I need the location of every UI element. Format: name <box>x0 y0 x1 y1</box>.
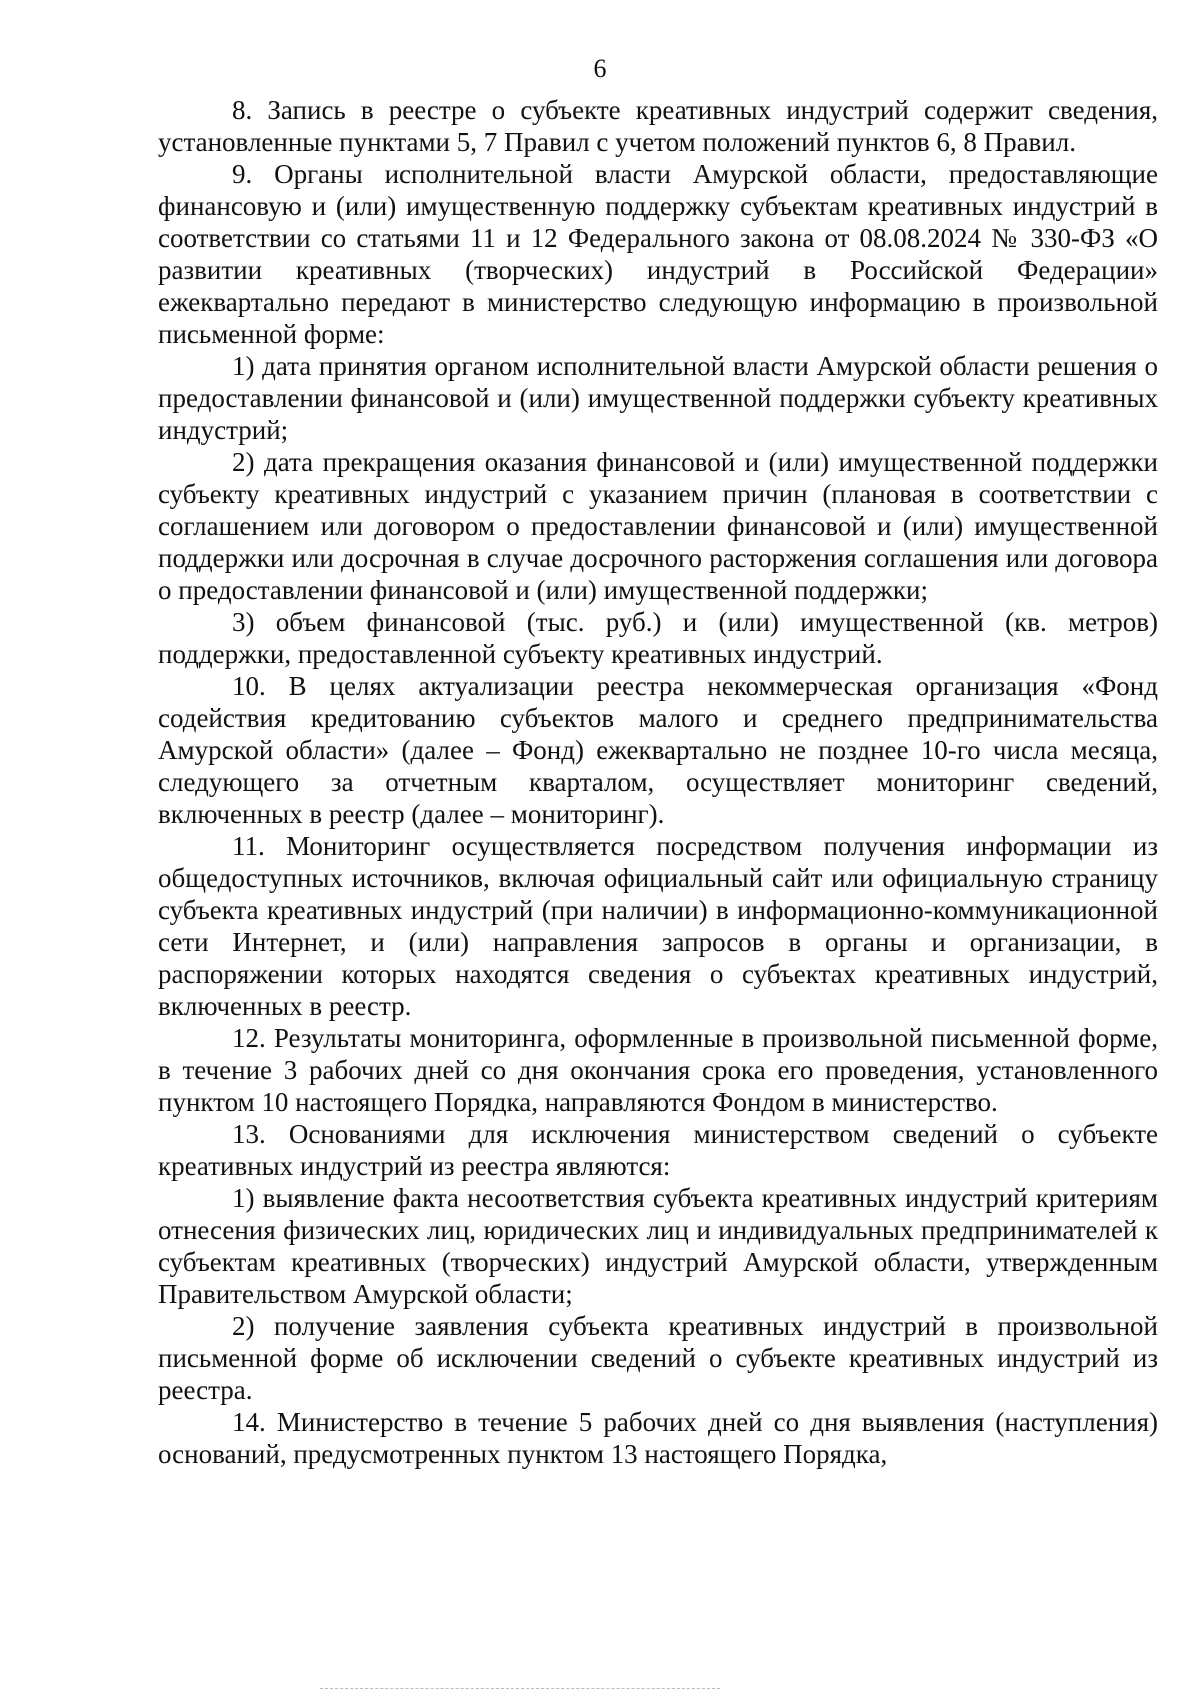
paragraph-9: 9. Органы исполнительной власти Амурской области, предоставляющие финансовую и (или) имущественную поддержку субъектам креативных индустрий в соответствии со статьями 11 и 12 Федерального закона от 08.08.2024 № 330-ФЗ «О развитии креативных (творческих) индустрий в Российской Федерации» ежеквартально передают в министерство следующую информацию в произвольной письменной форме: <box>158 159 1158 349</box>
paragraph-9-item-2: 2) дата прекращения оказания финансовой и (или) имущественной поддержки субъекту креативных индустрий с указанием причин (плановая в соответствии с соглашением или договором о предоставлении финансовой и (или) имущественной поддержки или досрочная в случае досрочного расторжения соглашения или договора о предоставлении финансовой и (или) имущественной поддержки; <box>158 447 1158 605</box>
paragraph-11: 11. Мониторинг осуществляется посредством получения информации из общедоступных источников, включая официальный сайт или официальную страницу субъекта креативных индустрий (при наличии) в информационно-коммуникационной сети Интернет, и (или) направления запросов в органы и организации, в распоряжении которых находятся сведения о субъектах креативных индустрий, включенных в реестр. <box>158 831 1158 1021</box>
paragraph-8: 8. Запись в реестре о субъекте креативных индустрий содержит сведения, установленные пунктами 5, 7 Правил с учетом положений пунктов 6, 8 Правил. <box>158 95 1158 157</box>
paragraph-12: 12. Результаты мониторинга, оформленные в произвольной письменной форме, в течение 3 рабочих дней со дня окончания срока его проведения, установленного пунктом 10 настоящего Порядка, направляются Фондом в министерство. <box>158 1023 1158 1117</box>
paragraph-10: 10. В целях актуализации реестра некоммерческая организация «Фонд содействия кредитованию субъектов малого и среднего предпринимательства Амурской области» (далее – Фонд) ежеквартально не позднее 10-го числа месяца, следующего за отчетным кварталом, осуществляет мониторинг сведений, включенных в реестр (далее – мониторинг). <box>158 671 1158 829</box>
scan-edge-mark <box>320 1688 720 1691</box>
paragraph-9-item-1: 1) дата принятия органом исполнительной власти Амурской области решения о предоставлении финансовой и (или) имущественной поддержки субъекту креативных индустрий; <box>158 351 1158 445</box>
paragraph-9-item-3: 3) объем финансовой (тыс. руб.) и (или) имущественной (кв. метров) поддержки, предоставленной субъекту креативных индустрий. <box>158 607 1158 669</box>
paragraph-13-item-2: 2) получение заявления субъекта креативных индустрий в произвольной письменной форме об исключении сведений о субъекте креативных индустрий из реестра. <box>158 1311 1158 1405</box>
paragraph-14: 14. Министерство в течение 5 рабочих дней со дня выявления (наступления) оснований, предусмотренных пунктом 13 настоящего Порядка, <box>158 1407 1158 1469</box>
paragraph-13: 13. Основаниями для исключения министерством сведений о субъекте креативных индустрий из реестра являются: <box>158 1119 1158 1181</box>
paragraph-13-item-1: 1) выявление факта несоответствия субъекта креативных индустрий критериям отнесения физических лиц, юридических лиц и индивидуальных предпринимателей к субъектам креативных (творческих) индустрий Амурской области, утвержденным Правительством Амурской области; <box>158 1183 1158 1309</box>
page-number: 6 <box>593 54 607 83</box>
document-body <box>158 94 1158 1470</box>
